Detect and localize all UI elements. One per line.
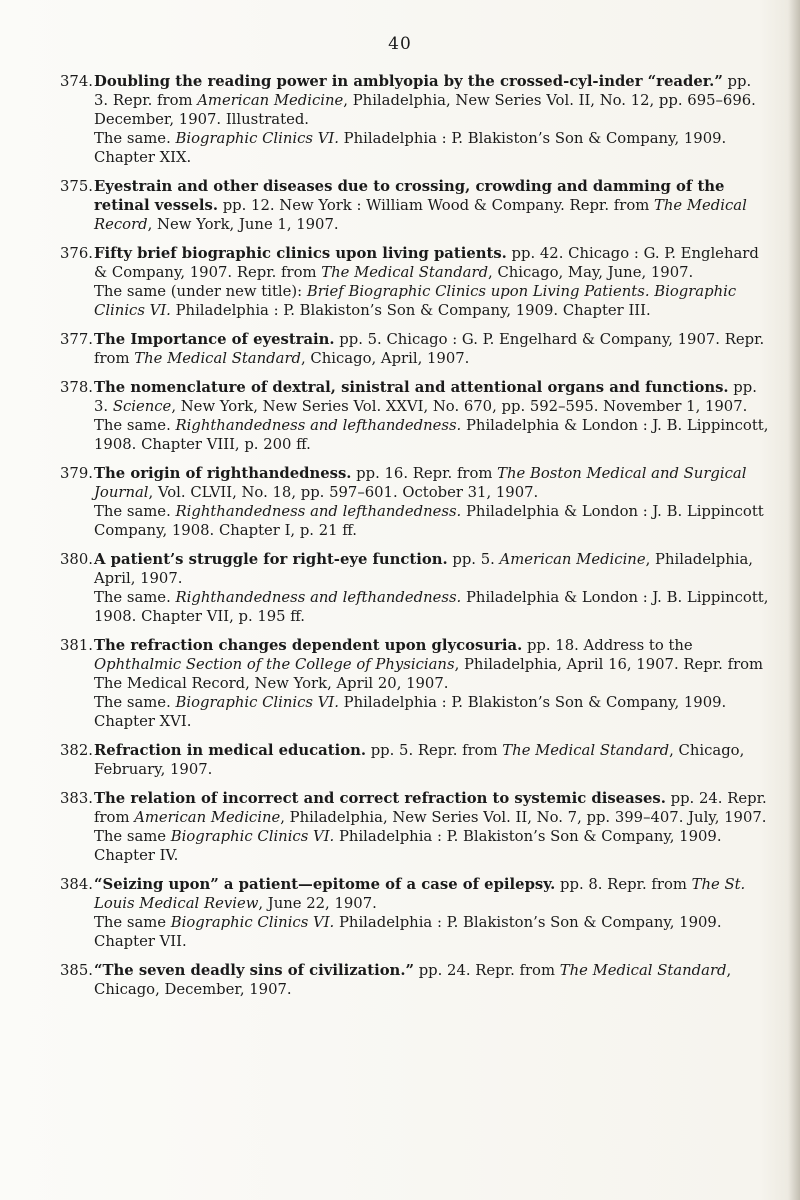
entry-title: The origin of righthandedness. [94, 465, 352, 482]
entry-publication: , Vol. CLVII, No. 18, pp. 597–601. October 31, 1907. [148, 484, 539, 501]
entry-details: pp. 5. Repr. from [366, 742, 503, 759]
bibliography-entry [60, 378, 770, 454]
entry-details: pp. 24. Repr. from [94, 790, 767, 826]
entry-text [94, 789, 770, 827]
entry-journal: The Medical Record [94, 197, 747, 233]
entry-reprint-note [60, 913, 770, 951]
entry-publication: , Philadelphia, New Series Vol. II, No. 12, pp. 695–696. December, 1907. Illustrated. [94, 92, 756, 128]
reprint-publication: Philadelphia & London : J. B. Lippincott Company, 1908. Chapter I, p. 21 ff. [94, 503, 764, 539]
entry-publication: , Philadelphia, New Series Vol. II, No. 7, pp. 399–407. July, 1907. [280, 809, 767, 826]
entry-number: 380. [60, 551, 93, 568]
entry-number: 377. [60, 331, 93, 348]
entry-journal: The Medical Standard [502, 742, 670, 759]
entry-title: The relation of incorrect and correct refraction to systemic diseases. [94, 790, 666, 807]
entry-journal: American Medicine [499, 551, 646, 568]
entry-journal: The Medical Standard [559, 962, 727, 979]
reprint-lead: The same (under new title): [94, 283, 307, 300]
entry-text [94, 378, 770, 416]
entry-title: Refraction in medical education. [94, 742, 366, 759]
entry-details: pp. 16. Repr. from [351, 465, 498, 482]
bibliography-entry [60, 177, 770, 234]
entry-journal: Ophthalmic Section of the College of Physicians [94, 656, 455, 673]
reprint-book: Brief Biographic Clinics upon Living Patients. Biographic Clinics VI. [94, 283, 737, 319]
entry-journal: American Medicine [197, 92, 344, 109]
entry-journal: The Medical Standard [134, 350, 301, 367]
reprint-lead: The same [94, 828, 171, 845]
bibliography-list [60, 72, 770, 999]
entry-details: pp. 3. [94, 379, 757, 415]
entry-number: 376. [60, 245, 93, 262]
reprint-book: Biographic Clinics VI. [170, 914, 335, 931]
entry-number: 374. [60, 73, 93, 90]
entry-publication: , Philadelphia, April 16, 1907. Repr. from The Medical Record, New York, April 20, 1907. [94, 656, 764, 692]
entry-title: A patient’s struggle for right-eye function. [94, 551, 448, 568]
entry-title: Fifty brief biographic clinics upon living patients. [94, 245, 507, 262]
entry-text [94, 550, 770, 588]
entry-publication: , June 22, 1907. [258, 895, 377, 912]
reprint-book: Righthandedness and lefthandedness. [175, 503, 462, 520]
entry-text [94, 330, 770, 368]
entry-reprint-note [60, 416, 770, 454]
reprint-publication: Philadelphia : P. Blakiston’s Son & Company, 1909. Chapter III. [170, 302, 651, 319]
entry-text [94, 636, 770, 693]
entry-number: 379. [60, 465, 93, 482]
entry-title: Doubling the reading power in amblyopia by the crossed-cyl-inder “reader.” [94, 73, 723, 90]
entry-number: 385. [60, 962, 93, 979]
reprint-publication: Philadelphia & London : J. B. Lippincott, 1908. Chapter VII, p. 195 ff. [94, 589, 769, 625]
entry-title: The refraction changes dependent upon glycosuria. [94, 637, 523, 654]
entry-reprint-note [60, 282, 770, 320]
bibliography-entry [60, 741, 770, 779]
entry-details: pp. 5. Chicago : G. P. Engelhard & Company, 1907. Repr. from [94, 331, 765, 367]
reprint-publication: Philadelphia & London : J. B. Lippincott, 1908. Chapter VIII, p. 200 ff. [94, 417, 769, 453]
entry-details: pp. 3. Repr. from [94, 73, 752, 109]
entry-journal: American Medicine [134, 809, 281, 826]
entry-publication: , Chicago, May, June, 1907. [488, 264, 694, 281]
reprint-book: Biographic Clinics VI. [170, 828, 335, 845]
entry-details: pp. 24. Repr. from [413, 962, 560, 979]
entry-journal: The Boston Medical and Surgical Journal [94, 465, 747, 501]
entry-number: 375. [60, 178, 93, 195]
entry-title: Eyestrain and other diseases due to crossing, crowding and damming of the retinal vessels. [94, 178, 725, 214]
entry-title: The nomenclature of dextral, sinistral and attentional organs and functions. [94, 379, 729, 396]
entry-number: 382. [60, 742, 93, 759]
reprint-book: Biographic Clinics VI. [175, 694, 339, 711]
reprint-publication: Philadelphia : P. Blakiston’s Son & Company, 1909. Chapter IV. [94, 828, 722, 864]
entry-reprint-note [60, 693, 770, 731]
reprint-lead: The same. [94, 503, 176, 520]
entry-number: 383. [60, 790, 93, 807]
entry-publication: , Chicago, February, 1907. [94, 742, 745, 778]
bibliography-entry [60, 550, 770, 626]
entry-title: The Importance of eyestrain. [94, 331, 335, 348]
entry-number: 381. [60, 637, 93, 654]
bibliography-entry [60, 244, 770, 320]
entry-text [94, 244, 770, 282]
reprint-lead: The same [94, 914, 171, 931]
entry-text [94, 72, 770, 129]
reprint-book: Righthandedness and lefthandedness. [175, 589, 462, 606]
entry-publication: , Philadelphia, April, 1907. [94, 551, 753, 587]
reprint-lead: The same. [94, 589, 176, 606]
entry-reprint-note [60, 502, 770, 540]
bibliography-entry [60, 72, 770, 167]
bibliography-entry [60, 464, 770, 540]
entry-details: pp. 18. Address to the [522, 637, 693, 654]
entry-text [94, 741, 770, 779]
entry-title: “The seven deadly sins of civilization.” [94, 962, 414, 979]
entry-publication: , New York, June 1, 1907. [147, 216, 339, 233]
reprint-publication: Philadelphia : P. Blakiston’s Son & Company, 1909. Chapter VII. [94, 914, 722, 950]
reprint-book: Biographic Clinics VI. [175, 130, 339, 147]
entry-reprint-note [60, 588, 770, 626]
bibliography-entry [60, 636, 770, 731]
reprint-book: Righthandedness and lefthandedness. [175, 417, 462, 434]
entry-reprint-note [60, 827, 770, 865]
entry-details: pp. 42. Chicago : G. P. Englehard & Company, 1907. Repr. from [94, 245, 759, 281]
bibliography-entry [60, 789, 770, 865]
entry-publication: , Chicago, December, 1907. [94, 962, 732, 998]
entry-number: 378. [60, 379, 93, 396]
entry-journal: Science [112, 398, 172, 415]
bibliography-entry [60, 330, 770, 368]
page-edge-shadow [788, 0, 800, 1200]
entry-text [94, 875, 770, 913]
entry-details: pp. 12. New York : William Wood & Company. Repr. from [217, 197, 654, 214]
reprint-lead: The same. [94, 417, 176, 434]
reprint-lead: The same. [94, 130, 176, 147]
reprint-publication: Philadelphia : P. Blakiston’s Son & Company, 1909. Chapter XIX. [94, 130, 727, 166]
reprint-lead: The same. [94, 694, 176, 711]
entry-publication: , Chicago, April, 1907. [301, 350, 470, 367]
entry-reprint-note [60, 129, 770, 167]
entry-details: pp. 8. Repr. from [555, 876, 692, 893]
reprint-publication: Philadelphia : P. Blakiston’s Son & Company, 1909. Chapter XVI. [94, 694, 727, 730]
entry-number: 384. [60, 876, 93, 893]
bibliography-entry [60, 961, 770, 999]
entry-text [94, 464, 770, 502]
entry-text [94, 961, 770, 999]
page-number: 40 [388, 34, 412, 54]
entry-text [94, 177, 770, 234]
entry-journal: The St. Louis Medical Review [94, 876, 746, 912]
entry-title: “Seizing upon” a patient—epitome of a case of epilepsy. [94, 876, 556, 893]
bibliography-entry [60, 875, 770, 951]
entry-publication: , New York, New Series Vol. XXVI, No. 670, pp. 592–595. November 1, 1907. [171, 398, 748, 415]
entry-journal: The Medical Standard [321, 264, 489, 281]
entry-details: pp. 5. [447, 551, 500, 568]
